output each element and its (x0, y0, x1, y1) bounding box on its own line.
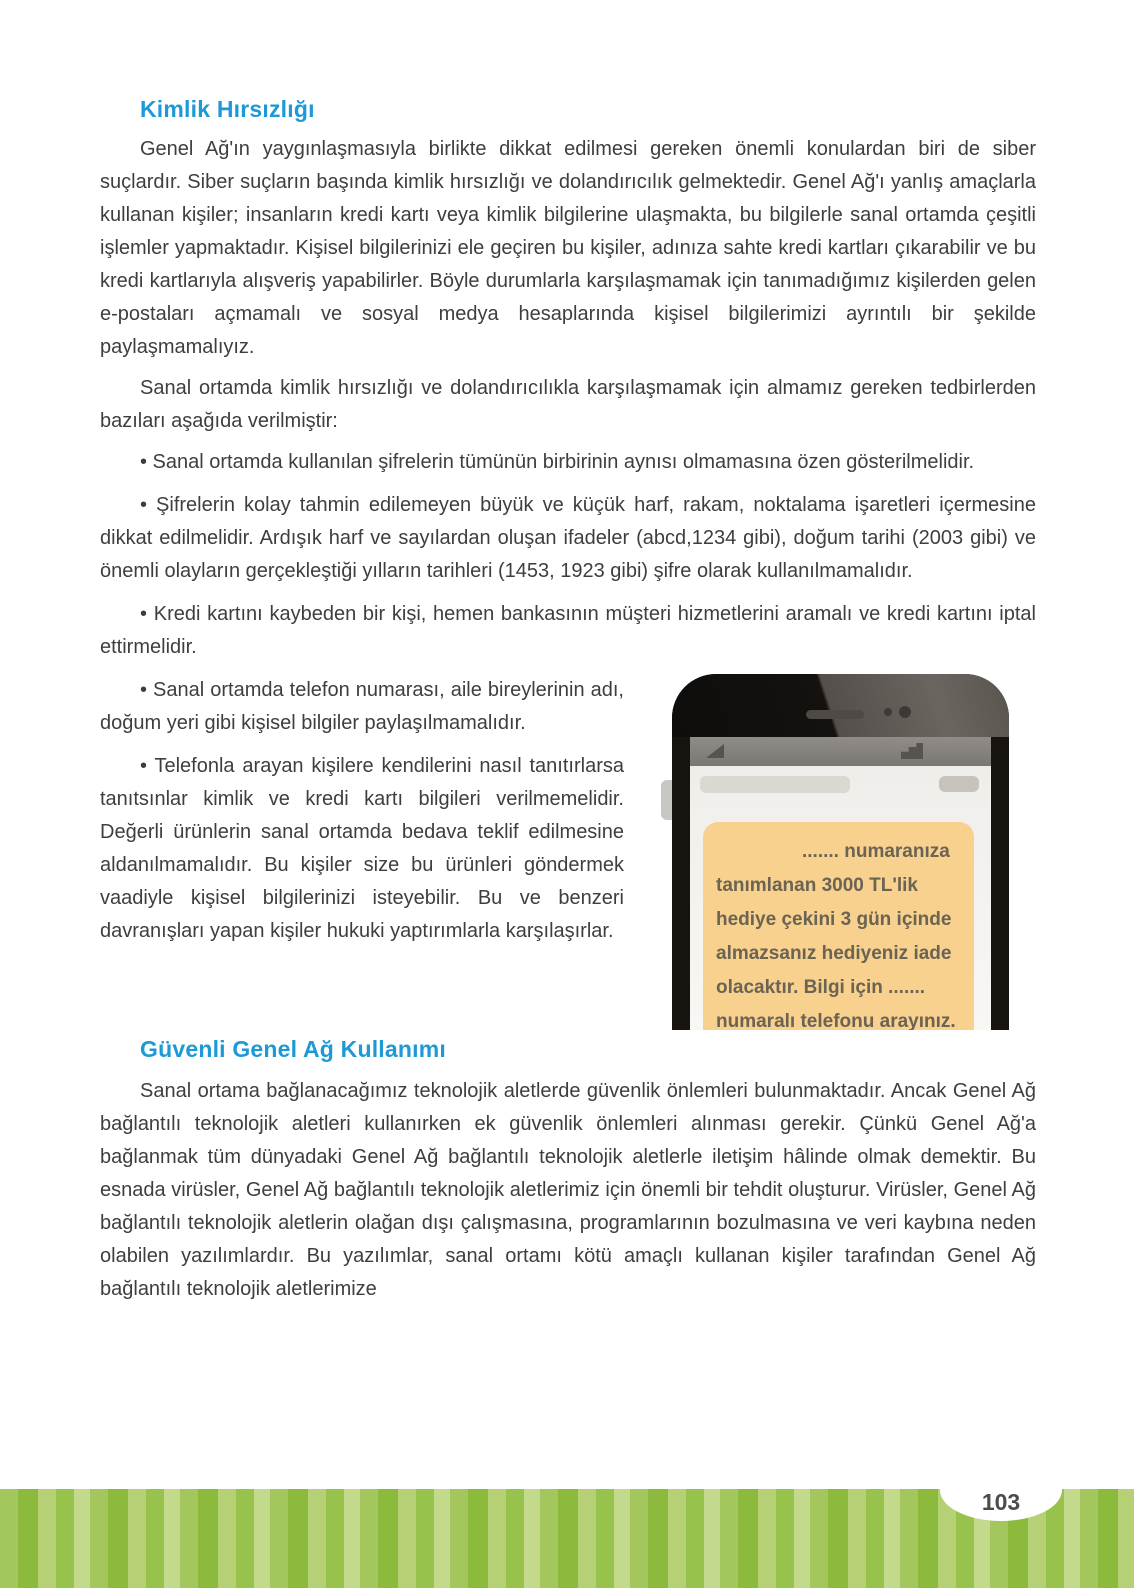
safe-internet-paragraph: Sanal ortama bağlanacağımız teknolojik aletlerde güvenlik önlemleri bulunmaktadır. Ancak Genel Ağ bağlantılı teknolojik aletleri kullanırken ek güvenlik önlemleri alınması gerekir. Çünkü Genel Ağ'a bağlanmak tüm dünyadaki Genel Ağ bağlantılı teknolojik aletlerle iletişim hâlinde olmak demektir. Bu esnada virüsler, Genel Ağ bağlantılı teknolojik aletlerimiz için önemli bir tehdit oluşturur. Virüsler, Genel Ağ bağlantılı teknolojik aletlerin olağan dışı çalışmasına, programlarının bozulmasına ve veri kaybına neden olabilen yazılımlardır. Bu yazılımlar, sanal ortamı kötü amaçlı kullanan kişiler tarafından Genel Ağ bağlantılı teknolojik aletlerimize (100, 1080, 1036, 1300)
phone-screen-glare-band (690, 737, 991, 766)
phone-speaker-icon (806, 710, 864, 719)
message-app-header (690, 766, 991, 810)
header-placeholder-left (700, 776, 850, 793)
status-mark-left-icon (706, 744, 724, 758)
bullet-item-passwords-same: • Sanal ortamda kullanılan şifrelerin tümünün birbirinin aynısı olmamasına özen gösterilmelidir. (140, 451, 975, 473)
measures-intro-paragraph: Sanal ortamda kimlik hırsızlığı ve dolandırıcılıkla karşılaşmamak için almamız gereken tedbirlerden bazıları aşağıda verilmiştir: (100, 377, 1036, 432)
phone-top-bezel (672, 674, 1009, 737)
identity-theft-intro-paragraph: Genel Ağ'ın yaygınlaşmasıyla birlikte dikkat edilmesi gereken önemli konulardan biri de siber suçlardır. Siber suçların başında kimlik hırsızlığı ve dolandırıcılık gelmektedir. Genel Ağ'ı yanlış amaçlarla kullanan kişiler; insanların kredi kartı veya kimlik bilgilerine ulaşmakta, bu bilgilerle sanal ortamda çeşitli işlemler yapmaktadır. Kişisel bilgilerinizi ele geçiren bu kişiler, adınıza sahte kredi kartları çıkarabilir ve bu kredi kartlarıyla alışveriş yapabilirler. Böyle durumlarla karşılaşmamak için tanımadığımız kişilerden gelen e-postaları açmamalı ve sosyal medya hesaplarında kişisel bilgilerimizi ayrıntılı bir şekilde paylaşmamalıyız. (100, 138, 1036, 358)
bullet-item-lost-credit-card: • Kredi kartını kaybeden bir kişi, hemen bankasının müşteri hizmetlerini aramalı ve kredi kartını iptal ettirmelidir. (100, 603, 1036, 658)
signal-bars-icon (901, 743, 923, 759)
section-heading-safe-internet: Güvenli Genel Ağ Kullanımı (140, 1036, 446, 1062)
page-number-badge (940, 1459, 1062, 1521)
phone-camera-icon (899, 706, 911, 718)
section-heading-identity-theft: Kimlik Hırsızlığı (140, 96, 315, 122)
phone-sensor-icon (884, 708, 892, 716)
header-placeholder-right (939, 776, 979, 792)
phone-screen (690, 766, 991, 1030)
phone-sms-illustration (640, 674, 1036, 1030)
page-number: 103 (981, 1489, 1021, 1515)
bullet-item-phone-callers: • Telefonla arayan kişilere kendilerini nasıl tanıtırlarsa tanıtsınlar kimlik ve kredi kartı bilgileri verilmemelidir. Değerli ürünlerin sanal ortamda bedava teklif edilmesine aldanılmamalıdır. Bu kişiler size bu ürünleri göndermek vaadiyle kişisel bilgilerinizi isteyebilir. Bu ve benzeri davranışları yapan kişiler hukuki yaptırımlarla karşılaşırlar. (100, 755, 624, 942)
sms-message-bubble (703, 822, 974, 1030)
smartphone (672, 674, 1009, 1030)
sms-message-text: ....... numaranıza tanımlanan 3000 TL'lik hediye çekini 3 gün içinde almazsanız hediyeniz iade olacaktır. Bilgi için ....... numaralı telefonu arayınız. (716, 841, 956, 1030)
page-content (100, 96, 1036, 1314)
bullet-item-personal-info: • Sanal ortamda telefon numarası, aile bireylerinin adı, doğum yeri gibi kişisel bilgiler paylaşılmamalıdır. (100, 679, 624, 734)
bullet-item-password-strength: • Şifrelerin kolay tahmin edilemeyen büyük ve küçük harf, rakam, noktalama işaretleri içermesine dikkat edilmelidir. Ardışık harf ve sayılardan oluşan ifadeler (abcd,1234 gibi), doğum tarihi (2003 gibi) ve önemli olayların gerçekleştiği yılların tarihleri (1453, 1923 gibi) şifre olarak kullanılmamalıdır. (100, 494, 1036, 582)
